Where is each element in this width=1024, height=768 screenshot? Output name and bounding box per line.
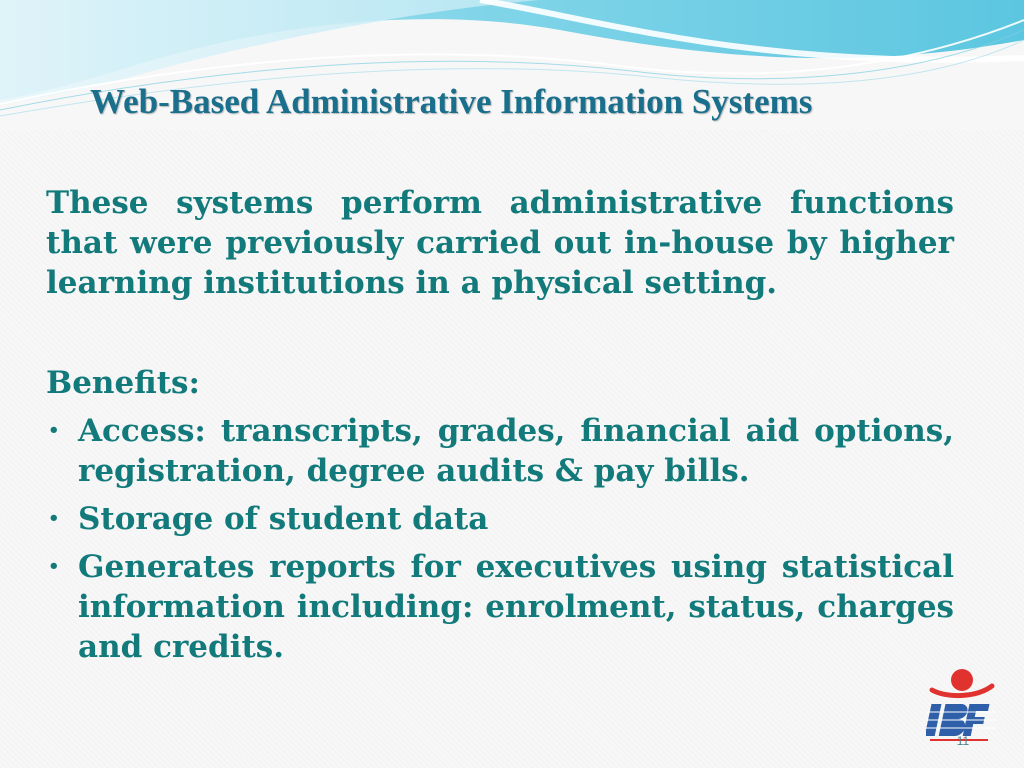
benefits-list — [46, 411, 954, 667]
benefit-text: Storage of student data — [78, 501, 489, 537]
bullet-icon: • — [48, 508, 60, 529]
benefit-item-storage — [46, 499, 954, 539]
intro-line-rest: that were previously carried out in-house by higher learning institutions in a physical setting. — [46, 225, 954, 301]
bullet-icon: • — [48, 556, 60, 577]
slide-body — [46, 183, 954, 675]
benefit-item-reports — [46, 547, 954, 667]
benefits-heading: Benefits: — [46, 365, 200, 401]
benefit-item-access — [46, 411, 954, 491]
intro-line-1: These systems perform administrative functions — [46, 185, 954, 221]
intro-paragraph — [46, 183, 954, 303]
benefit-text: Access: transcripts, grades, financial aid options, registration, degree audits & pay bills. — [78, 413, 954, 489]
bullet-icon: • — [48, 420, 60, 441]
slide-title: Web-Based Administrative Information Systems — [90, 82, 813, 121]
slide-number: 11 — [956, 734, 970, 748]
ibf-logo — [926, 664, 996, 744]
benefit-text: Generates reports for executives using statistical information including: enrolment, status, charges and credits. — [78, 549, 954, 665]
